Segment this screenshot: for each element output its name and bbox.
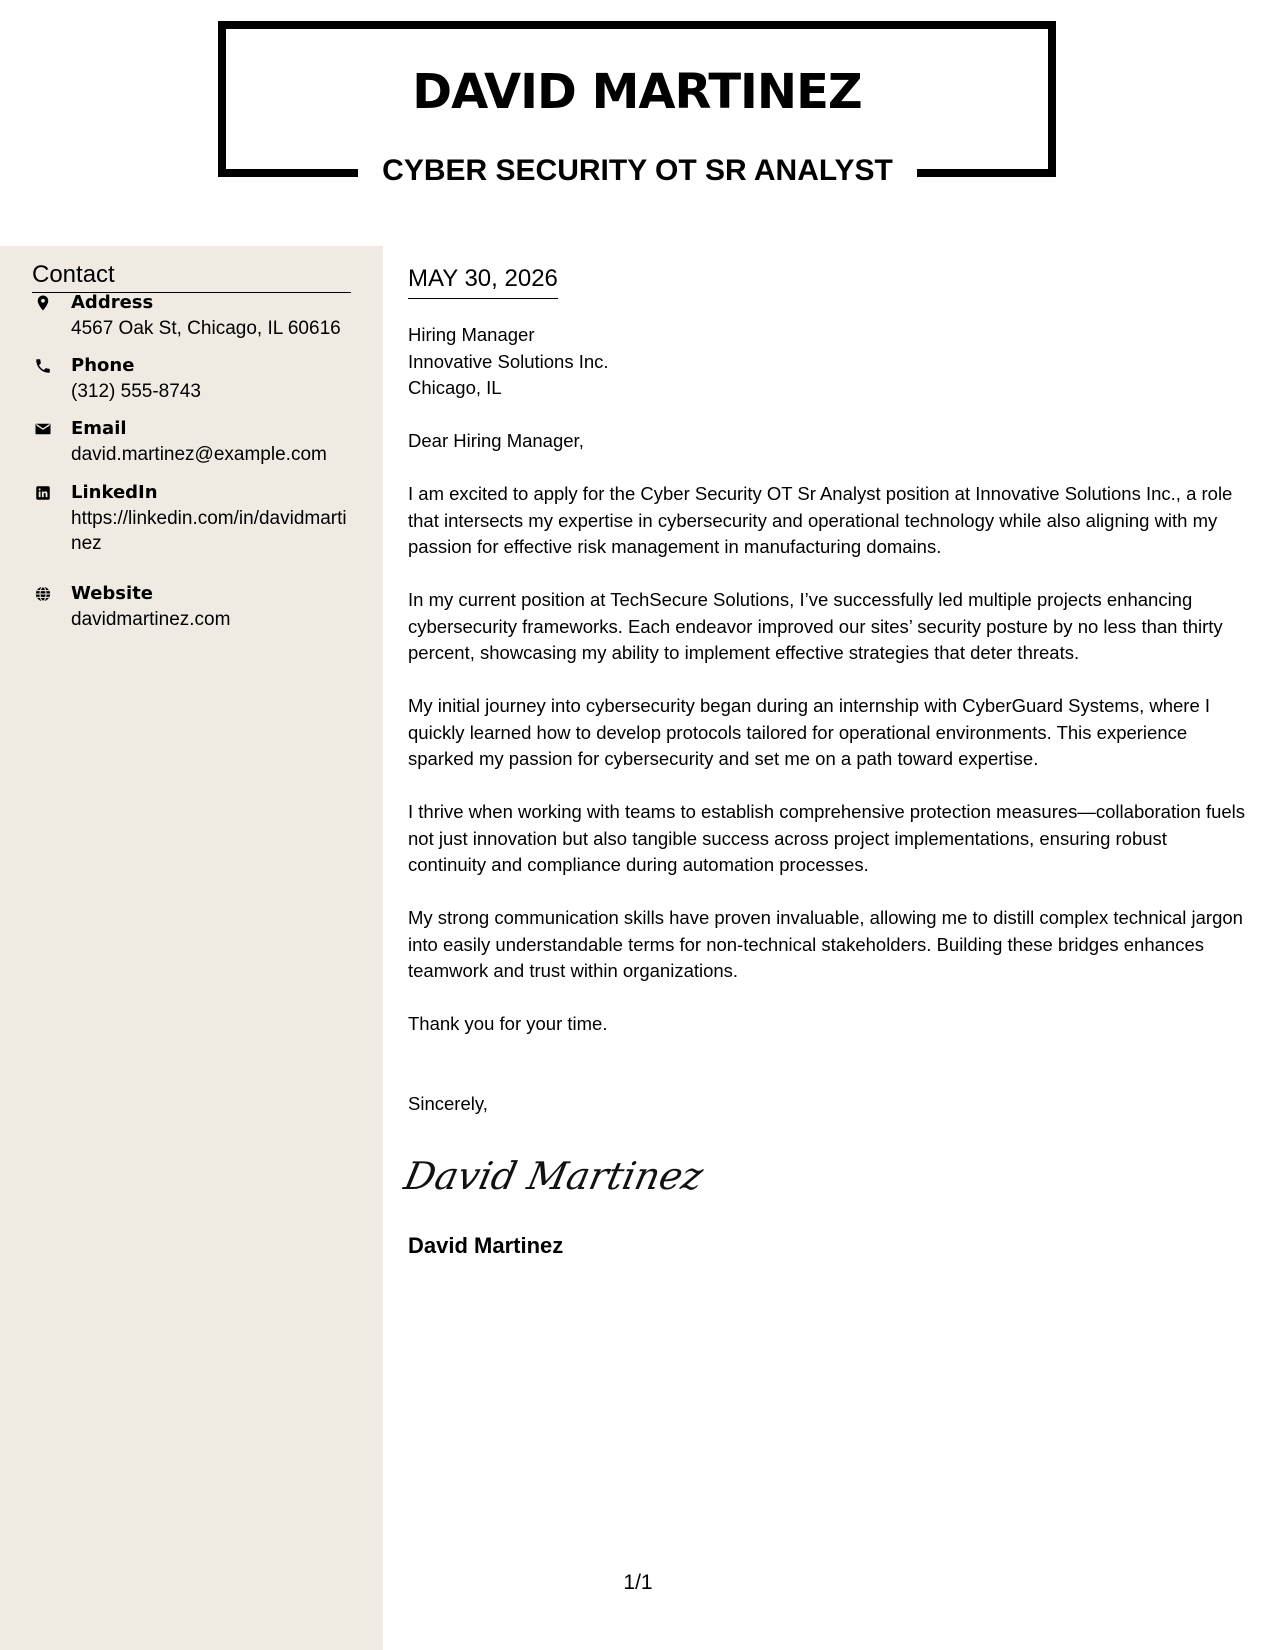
- globe-icon: [34, 585, 52, 603]
- linkedin-icon: [34, 484, 52, 502]
- recipient-location: Chicago, IL: [408, 377, 502, 398]
- address-value: 4567 Oak St, Chicago, IL 60616: [71, 318, 341, 339]
- recipient-company: Innovative Solutions Inc.: [408, 350, 609, 372]
- paragraph: My strong communication skills have proven invaluable, allowing me to distill complex technical jargon into easily understandable terms for non-technical stakeholders. Building these bridges enhances teamwork and trust within organizations.: [408, 907, 1243, 981]
- signer-name: David Martinez: [408, 1233, 564, 1258]
- header: [0, 0, 1275, 246]
- contact-sidebar: [0, 246, 383, 1650]
- email-label: Email: [71, 418, 127, 439]
- location-pin-icon: [34, 294, 52, 312]
- letter-date: MAY 30, 2026: [408, 264, 558, 299]
- paragraph: I thrive when working with teams to establish comprehensive protection measures—collaboration fuels not just innovation but also tangible success across project implementations, ensuring robust continuity and compliance during automation processes.: [408, 801, 1246, 875]
- signature-text: David Martinez: [400, 1154, 707, 1199]
- website-label: Website: [71, 583, 154, 604]
- recipient-title: Hiring Manager: [408, 324, 535, 345]
- linkedin-label: LinkedIn: [71, 482, 158, 503]
- page-number: 1/1: [623, 1571, 653, 1594]
- header-frame-right: [1048, 21, 1056, 177]
- header-frame-bottom-left: [218, 169, 358, 177]
- paragraph: My initial journey into cybersecurity began during an internship with CyberGuard Systems, where I quickly learned how to develop protocols tailored for operational environments. This experience sparked my passion for cybersecurity and set me on a path toward expertise.: [408, 695, 1211, 769]
- letter-content: [408, 428, 1248, 1064]
- header-frame-left: [218, 21, 226, 177]
- handwritten-signature: [400, 1144, 707, 1204]
- phone-value: (312) 555-8743: [71, 381, 201, 402]
- paragraph: I am excited to apply for the Cyber Security OT Sr Analyst position at Innovative Solutions Inc., a role that intersects my expertise in cybersecurity and operational technology while also aligning with my passion for effective risk management in manufacturing domains.: [408, 483, 1233, 557]
- phone-icon: [34, 357, 52, 375]
- phone-label: Phone: [71, 355, 135, 376]
- website-value[interactable]: davidmartinez.com: [71, 609, 231, 630]
- paragraph: In my current position at TechSecure Solutions, I’ve successfully led multiple projects enhancing cybersecurity frameworks. Each endeavor improved our sites’ security posture by no less than thirty percent, showcasing my ability to implement effective strategies that deter threats.: [408, 589, 1223, 663]
- candidate-name: DAVID MARTINEZ: [412, 64, 862, 120]
- closing: Sincerely,: [408, 1093, 488, 1114]
- job-title: CYBER SECURITY OT SR ANALYST: [382, 154, 893, 187]
- thank-you-line: Thank you for your time.: [408, 1013, 608, 1034]
- recipient-block: [408, 322, 1248, 402]
- header-frame-bottom-right: [917, 169, 1056, 177]
- envelope-icon: [34, 420, 52, 438]
- address-label: Address: [71, 292, 154, 313]
- salutation: Dear Hiring Manager,: [408, 430, 584, 451]
- linkedin-value[interactable]: https://linkedin.com/in/davidmartinez: [71, 508, 347, 554]
- contact-heading: Contact: [32, 260, 351, 293]
- header-frame-top: [218, 21, 1056, 29]
- email-value: david.martinez@example.com: [71, 444, 327, 465]
